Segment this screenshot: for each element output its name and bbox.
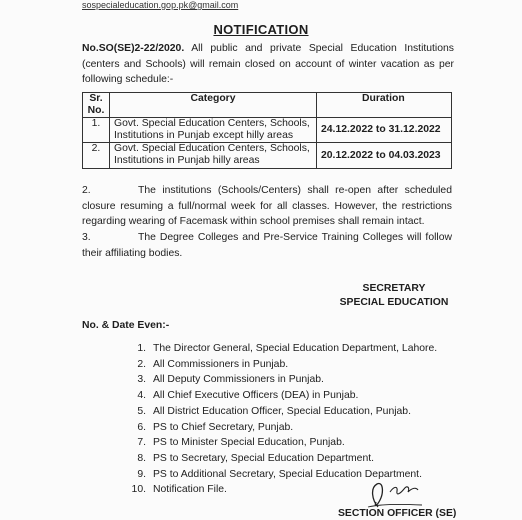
header-sr-line1: Sr.	[89, 93, 103, 104]
list-number: 8.	[137, 452, 146, 464]
list-text: PS to Additional Secretary, Special Education Department.	[153, 468, 422, 480]
cell-sr: 1.	[83, 118, 110, 143]
list-number: 3.	[137, 374, 146, 386]
table-row	[83, 143, 452, 169]
list-item	[128, 388, 437, 404]
header-duration: Duration	[317, 93, 452, 118]
header-sr-no	[83, 93, 110, 118]
paragraph-text: The Degree Colleges and Pre-Service Training Colleges will follow their affiliating bodies.	[82, 232, 452, 259]
list-text: All Chief Executive Officers (DEA) in Punjab.	[153, 390, 359, 402]
list-item	[128, 404, 437, 420]
list-text: PS to Chief Secretary, Punjab.	[153, 421, 294, 433]
list-number: 4.	[137, 390, 146, 402]
table-row	[83, 118, 452, 143]
list-number: 7.	[137, 437, 146, 449]
cell-category: Govt. Special Education Centers, Schools, Institutions in Punjab except hilly areas	[110, 118, 317, 143]
list-text: PS to Secretary, Special Education Department.	[153, 452, 375, 464]
distribution-list	[128, 341, 437, 498]
list-text: All District Education Officer, Special Education, Punjab.	[153, 405, 411, 417]
list-item	[128, 372, 437, 388]
list-text: All Commissioners in Punjab.	[153, 358, 289, 370]
list-text: All Deputy Commissioners in Punjab.	[153, 374, 324, 386]
paragraph-number: 2.	[82, 185, 91, 196]
schedule-header-row	[83, 93, 452, 118]
list-text: The Director General, Special Education Department, Lahore.	[153, 343, 438, 354]
list-text: PS to Minister Special Education, Punjab.	[153, 437, 345, 449]
signatory-block	[338, 282, 450, 310]
list-item	[128, 341, 437, 357]
list-number: 1.	[137, 343, 146, 354]
intro-paragraph	[82, 41, 454, 88]
header-category: Category	[110, 93, 317, 118]
list-number: 2.	[137, 358, 146, 370]
cell-category: Govt. Special Education Centers, Schools, Institutions in Punjab hilly areas	[110, 143, 317, 169]
header-email: sospecialeducation.gop.pk@gmail.com	[82, 0, 239, 10]
signatory-title: SECRETARY	[362, 283, 426, 294]
header-sr-line2: No.	[87, 104, 105, 116]
list-number: 6.	[137, 421, 146, 433]
section-officer-label: SECTION OFFICER (SE)	[338, 508, 457, 519]
list-item	[128, 435, 437, 451]
list-item	[128, 420, 437, 436]
intro-text: All public and private Special Education Institutions (centers and Schools) will remain closed on account of winter vacation as per following schedule:-	[82, 43, 454, 85]
distribution-heading: No. & Date Even:-	[82, 320, 170, 331]
cell-sr: 2.	[83, 143, 110, 169]
list-number: 5.	[137, 405, 146, 417]
list-item	[128, 451, 437, 467]
cell-duration: 24.12.2022 to 31.12.2022	[317, 118, 452, 143]
list-item	[128, 357, 437, 373]
paragraph-3	[82, 230, 452, 261]
page-title: NOTIFICATION	[213, 22, 309, 37]
list-number: 9.	[137, 468, 146, 480]
handwritten-signature	[350, 478, 445, 508]
paragraph-number: 3.	[82, 232, 91, 243]
paragraph-text: The institutions (Schools/Centers) shall re-open after scheduled closure resuming a full/normal week for all classes. However, the restrictions regarding wearing of Facemask within school premises shall remain intact.	[82, 185, 452, 228]
signatory-department: SPECIAL EDUCATION	[339, 297, 449, 308]
list-text: Notification File.	[153, 484, 227, 496]
cell-duration: 20.12.2022 to 04.03.2023	[317, 143, 452, 169]
paragraph-2	[82, 183, 452, 230]
list-number: 10.	[131, 484, 146, 496]
schedule-table	[82, 92, 452, 169]
notification-reference: No.SO(SE)2-22/2020.	[82, 43, 185, 54]
